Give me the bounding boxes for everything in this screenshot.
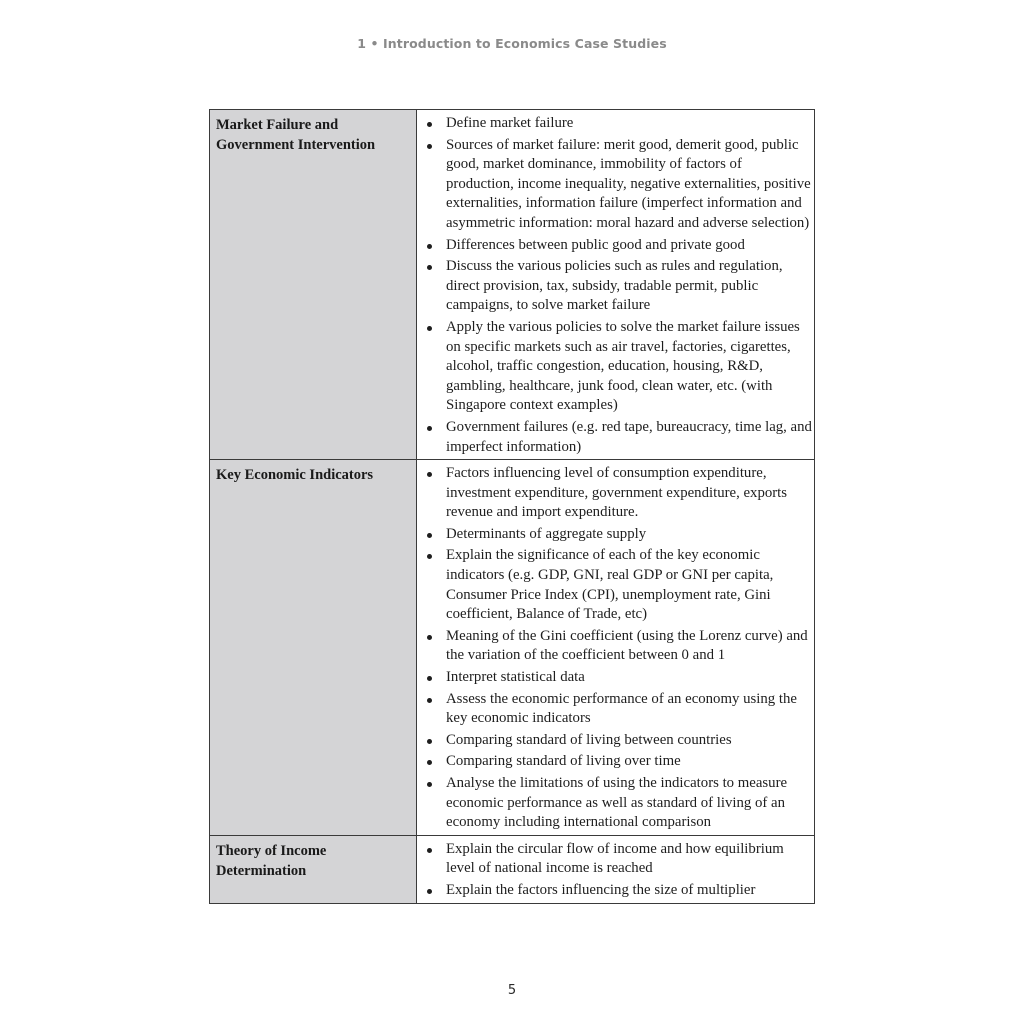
running-header: 1 • Introduction to Economics Case Studies <box>357 36 667 51</box>
list-item-text: Sources of market failure: merit good, demerit good, public good, market dominance, immobility of factors of production, income inequality, negative externalities, positive externalities, information failure (imperfect information and asymmetric information: moral hazard and adverse selection) <box>446 136 811 231</box>
list-item <box>423 774 812 833</box>
list-item-text: Discuss the various policies such as rules and regulation, direct provision, tax, subsidy, tradable permit, public campaigns, to solve market failure <box>446 258 783 314</box>
list-item <box>423 236 812 256</box>
list-item-text: Meaning of the Gini coefficient (using the Lorenz curve) and the variation of the coefficient between 0 and 1 <box>446 627 808 664</box>
bullet-dot-icon <box>427 265 432 270</box>
table-row <box>210 110 815 460</box>
list-item <box>423 731 812 751</box>
topic-cell: Key Economic Indicators <box>210 460 417 836</box>
list-item-text: Define market failure <box>446 115 574 131</box>
list-item-text: Comparing standard of living over time <box>446 753 681 770</box>
list-item-text: Comparing standard of living between countries <box>446 731 732 748</box>
list-item <box>423 418 812 457</box>
bullet-dot-icon <box>427 889 432 894</box>
bullet-dot-icon <box>427 144 432 149</box>
list-item <box>423 752 812 772</box>
bullet-dot-icon <box>427 326 432 331</box>
content-cell <box>417 460 815 836</box>
topic-cell: Theory of Income Determination <box>210 835 417 903</box>
bullet-dot-icon <box>427 782 432 787</box>
list-item <box>423 668 812 688</box>
page-number: 5 <box>507 983 517 998</box>
bullet-dot-icon <box>427 635 432 640</box>
list-item <box>423 318 812 416</box>
list-item-text: Government failures (e.g. red tape, bureaucracy, time lag, and imperfect information) <box>446 418 812 455</box>
list-item <box>423 881 812 901</box>
list-item-text: Determinants of aggregate supply <box>446 525 647 542</box>
list-item-text: Apply the various policies to solve the market failure issues on specific markets such as air travel, factories, cigarettes, alcohol, traffic congestion, education, housing, R&D, gambling, healthcare, junk food, clean water, etc. (with Singapore context examples) <box>446 318 800 414</box>
list-item-text: Explain the significance of each of the key economic indicators (e.g. GDP, GNI, real GDP or GNI per capita, Consumer Price Index (CPI), unemployment rate, Gini coefficient, Balance of Trade, etc) <box>446 547 774 623</box>
table-row <box>210 835 815 903</box>
bullet-dot-icon <box>427 848 432 853</box>
content-cell <box>417 110 815 460</box>
bullet-dot-icon <box>427 122 432 127</box>
bullet-list <box>423 114 812 457</box>
bullet-list <box>423 464 812 833</box>
bullet-dot-icon <box>427 472 432 477</box>
list-item <box>423 627 812 666</box>
bullet-dot-icon <box>427 676 432 681</box>
bullet-dot-icon <box>427 739 432 744</box>
list-item-text: Differences between public good and private good <box>446 236 745 253</box>
bullet-dot-icon <box>427 244 432 249</box>
list-item-text: Assess the economic performance of an economy using the key economic indicators <box>446 690 797 727</box>
list-item <box>423 257 812 316</box>
list-item-text: Analyse the limitations of using the indicators to measure economic performance as well as standard of living of an economy including international comparison <box>446 775 788 831</box>
list-item <box>423 464 812 523</box>
table-row <box>210 460 815 836</box>
bullet-dot-icon <box>427 554 432 559</box>
bullet-list <box>423 840 812 901</box>
bullet-dot-icon <box>427 533 432 538</box>
list-item-text: Explain the factors influencing the size of multiplier <box>446 881 756 898</box>
list-item-text: Factors influencing level of consumption expenditure, investment expenditure, government expenditure, exports revenue and import expenditure. <box>446 465 788 521</box>
list-item-text: Explain the circular flow of income and how equilibrium level of national income is reached <box>446 840 784 877</box>
bullet-dot-icon <box>427 426 432 431</box>
bullet-dot-icon <box>427 760 432 765</box>
bullet-dot-icon <box>427 698 432 703</box>
table-body <box>210 110 815 904</box>
list-item <box>423 136 812 234</box>
list-item <box>423 690 812 729</box>
list-item <box>423 114 812 134</box>
list-item <box>423 525 812 545</box>
syllabus-table <box>209 109 815 904</box>
list-item-text: Interpret statistical data <box>446 669 585 686</box>
content-cell <box>417 835 815 903</box>
list-item <box>423 546 812 624</box>
topic-cell: Market Failure and Government Intervention <box>210 110 417 460</box>
list-item <box>423 840 812 879</box>
